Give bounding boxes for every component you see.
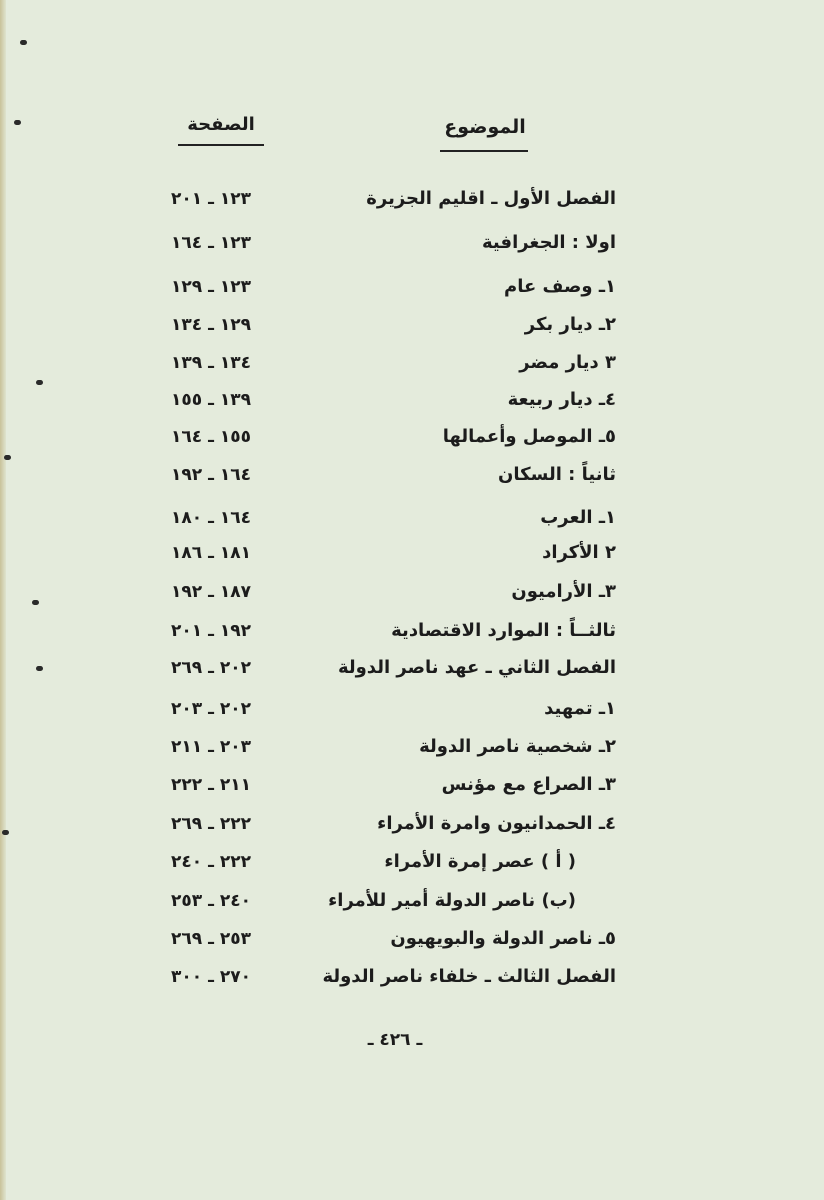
entry-pages: ٢١١ ـ ٢٢٢ bbox=[171, 775, 251, 795]
entry-pages: ٢٢٢ ـ ٢٦٩ bbox=[171, 814, 251, 834]
toc-entry bbox=[0, 579, 824, 615]
toc-entry bbox=[0, 387, 824, 423]
toc-entry bbox=[0, 618, 824, 654]
entry-pages: ١٢٣ ـ ١٢٩ bbox=[171, 277, 251, 297]
entry-title: الفصل الثالث ـ خلفاء ناصر الدولة bbox=[322, 966, 616, 987]
entry-title: ثالثــاً : الموارد الاقتصادية bbox=[391, 620, 616, 641]
entry-title: ٢ـ شخصية ناصر الدولة bbox=[419, 736, 616, 757]
entry-title: ٢ الأكراد bbox=[542, 542, 616, 563]
entry-title: ثانياً : السكان bbox=[498, 464, 616, 485]
entry-title: (ب) ناصر الدولة أمير للأمراء bbox=[328, 890, 576, 911]
page-number: ـ ٤٢٦ ـ bbox=[367, 1030, 423, 1050]
entry-pages: ١٢٣ ـ ٢٠١ bbox=[171, 189, 251, 209]
toc-entry bbox=[0, 312, 824, 348]
entry-pages: ١٢٣ ـ ١٦٤ bbox=[171, 233, 251, 253]
toc-entry bbox=[0, 964, 824, 1000]
entry-pages: ٢٤٠ ـ ٢٥٣ bbox=[171, 891, 251, 911]
entry-pages: ١٥٥ ـ ١٦٤ bbox=[171, 427, 251, 447]
entry-title: ٥ـ الموصل وأعمالها bbox=[442, 426, 616, 447]
toc-entry bbox=[0, 540, 824, 576]
entry-pages: ١٦٤ ـ ١٩٢ bbox=[171, 465, 251, 485]
entry-title: ١ـ وصف عام bbox=[504, 276, 616, 297]
entry-pages: ١٦٤ ـ ١٨٠ bbox=[171, 508, 251, 528]
entry-title: ٣ـ الصراع مع مؤنس bbox=[441, 774, 616, 795]
entry-title: ١ـ العرب bbox=[540, 507, 616, 528]
toc-entry bbox=[0, 849, 824, 885]
toc-entry bbox=[0, 655, 824, 691]
toc-entry bbox=[0, 274, 824, 310]
entry-pages: ٢٠٢ ـ ٢٠٣ bbox=[171, 699, 251, 719]
entry-pages: ٢٠٢ ـ ٢٦٩ bbox=[171, 658, 251, 678]
toc-entry bbox=[0, 350, 824, 386]
entry-title: ١ـ تمهيد bbox=[544, 698, 616, 719]
entry-title: اولا : الجغرافية bbox=[482, 232, 616, 253]
page-column-header: الصفحة bbox=[187, 114, 255, 135]
toc-entry bbox=[0, 424, 824, 460]
entry-title: ٢ـ ديار بكر bbox=[524, 314, 616, 335]
toc-entry bbox=[0, 505, 824, 541]
toc-entry bbox=[0, 888, 824, 924]
toc-entry bbox=[0, 926, 824, 962]
subject-column-header: الموضوع bbox=[444, 116, 526, 138]
entry-pages: ٢٥٣ ـ ٢٦٩ bbox=[171, 929, 251, 949]
entry-title: الفصل الأول ـ اقليم الجزيرة bbox=[366, 188, 616, 209]
entry-pages: ١٢٩ ـ ١٣٤ bbox=[171, 315, 251, 335]
entry-title: الفصل الثاني ـ عهد ناصر الدولة bbox=[337, 657, 616, 678]
entry-pages: ١٨١ ـ ١٨٦ bbox=[171, 543, 251, 563]
toc-entry bbox=[0, 696, 824, 732]
subject-header-underline bbox=[440, 150, 528, 152]
entry-pages: ١٣٤ ـ ١٣٩ bbox=[171, 353, 251, 373]
toc-entry bbox=[0, 811, 824, 847]
entry-pages: ٢٧٠ ـ ٣٠٠ bbox=[171, 967, 251, 987]
entry-pages: ١٨٧ ـ ١٩٢ bbox=[171, 582, 251, 602]
entry-pages: ١٩٢ ـ ٢٠١ bbox=[171, 621, 251, 641]
entry-title: ( أ ) عصر إمرة الأمراء bbox=[384, 851, 576, 872]
page-header-underline bbox=[178, 144, 264, 146]
entry-pages: ٢٠٣ ـ ٢١١ bbox=[171, 737, 251, 757]
toc-entry bbox=[0, 772, 824, 808]
entry-title: ٤ـ الحمدانيون وامرة الأمراء bbox=[377, 813, 616, 834]
entry-title: ٣ ديار مضر bbox=[519, 352, 616, 373]
entry-title: ٥ـ ناصر الدولة والبويهيون bbox=[390, 928, 616, 949]
entry-title: ٣ـ الأراميون bbox=[511, 581, 616, 602]
toc-entry bbox=[0, 230, 824, 266]
entry-title: ٤ـ ديار ربيعة bbox=[507, 389, 616, 410]
entry-pages: ١٣٩ ـ ١٥٥ bbox=[171, 390, 251, 410]
toc-entry bbox=[0, 734, 824, 770]
entry-pages: ٢٢٢ ـ ٢٤٠ bbox=[171, 852, 251, 872]
toc-entry bbox=[0, 186, 824, 222]
toc-entry bbox=[0, 462, 824, 498]
